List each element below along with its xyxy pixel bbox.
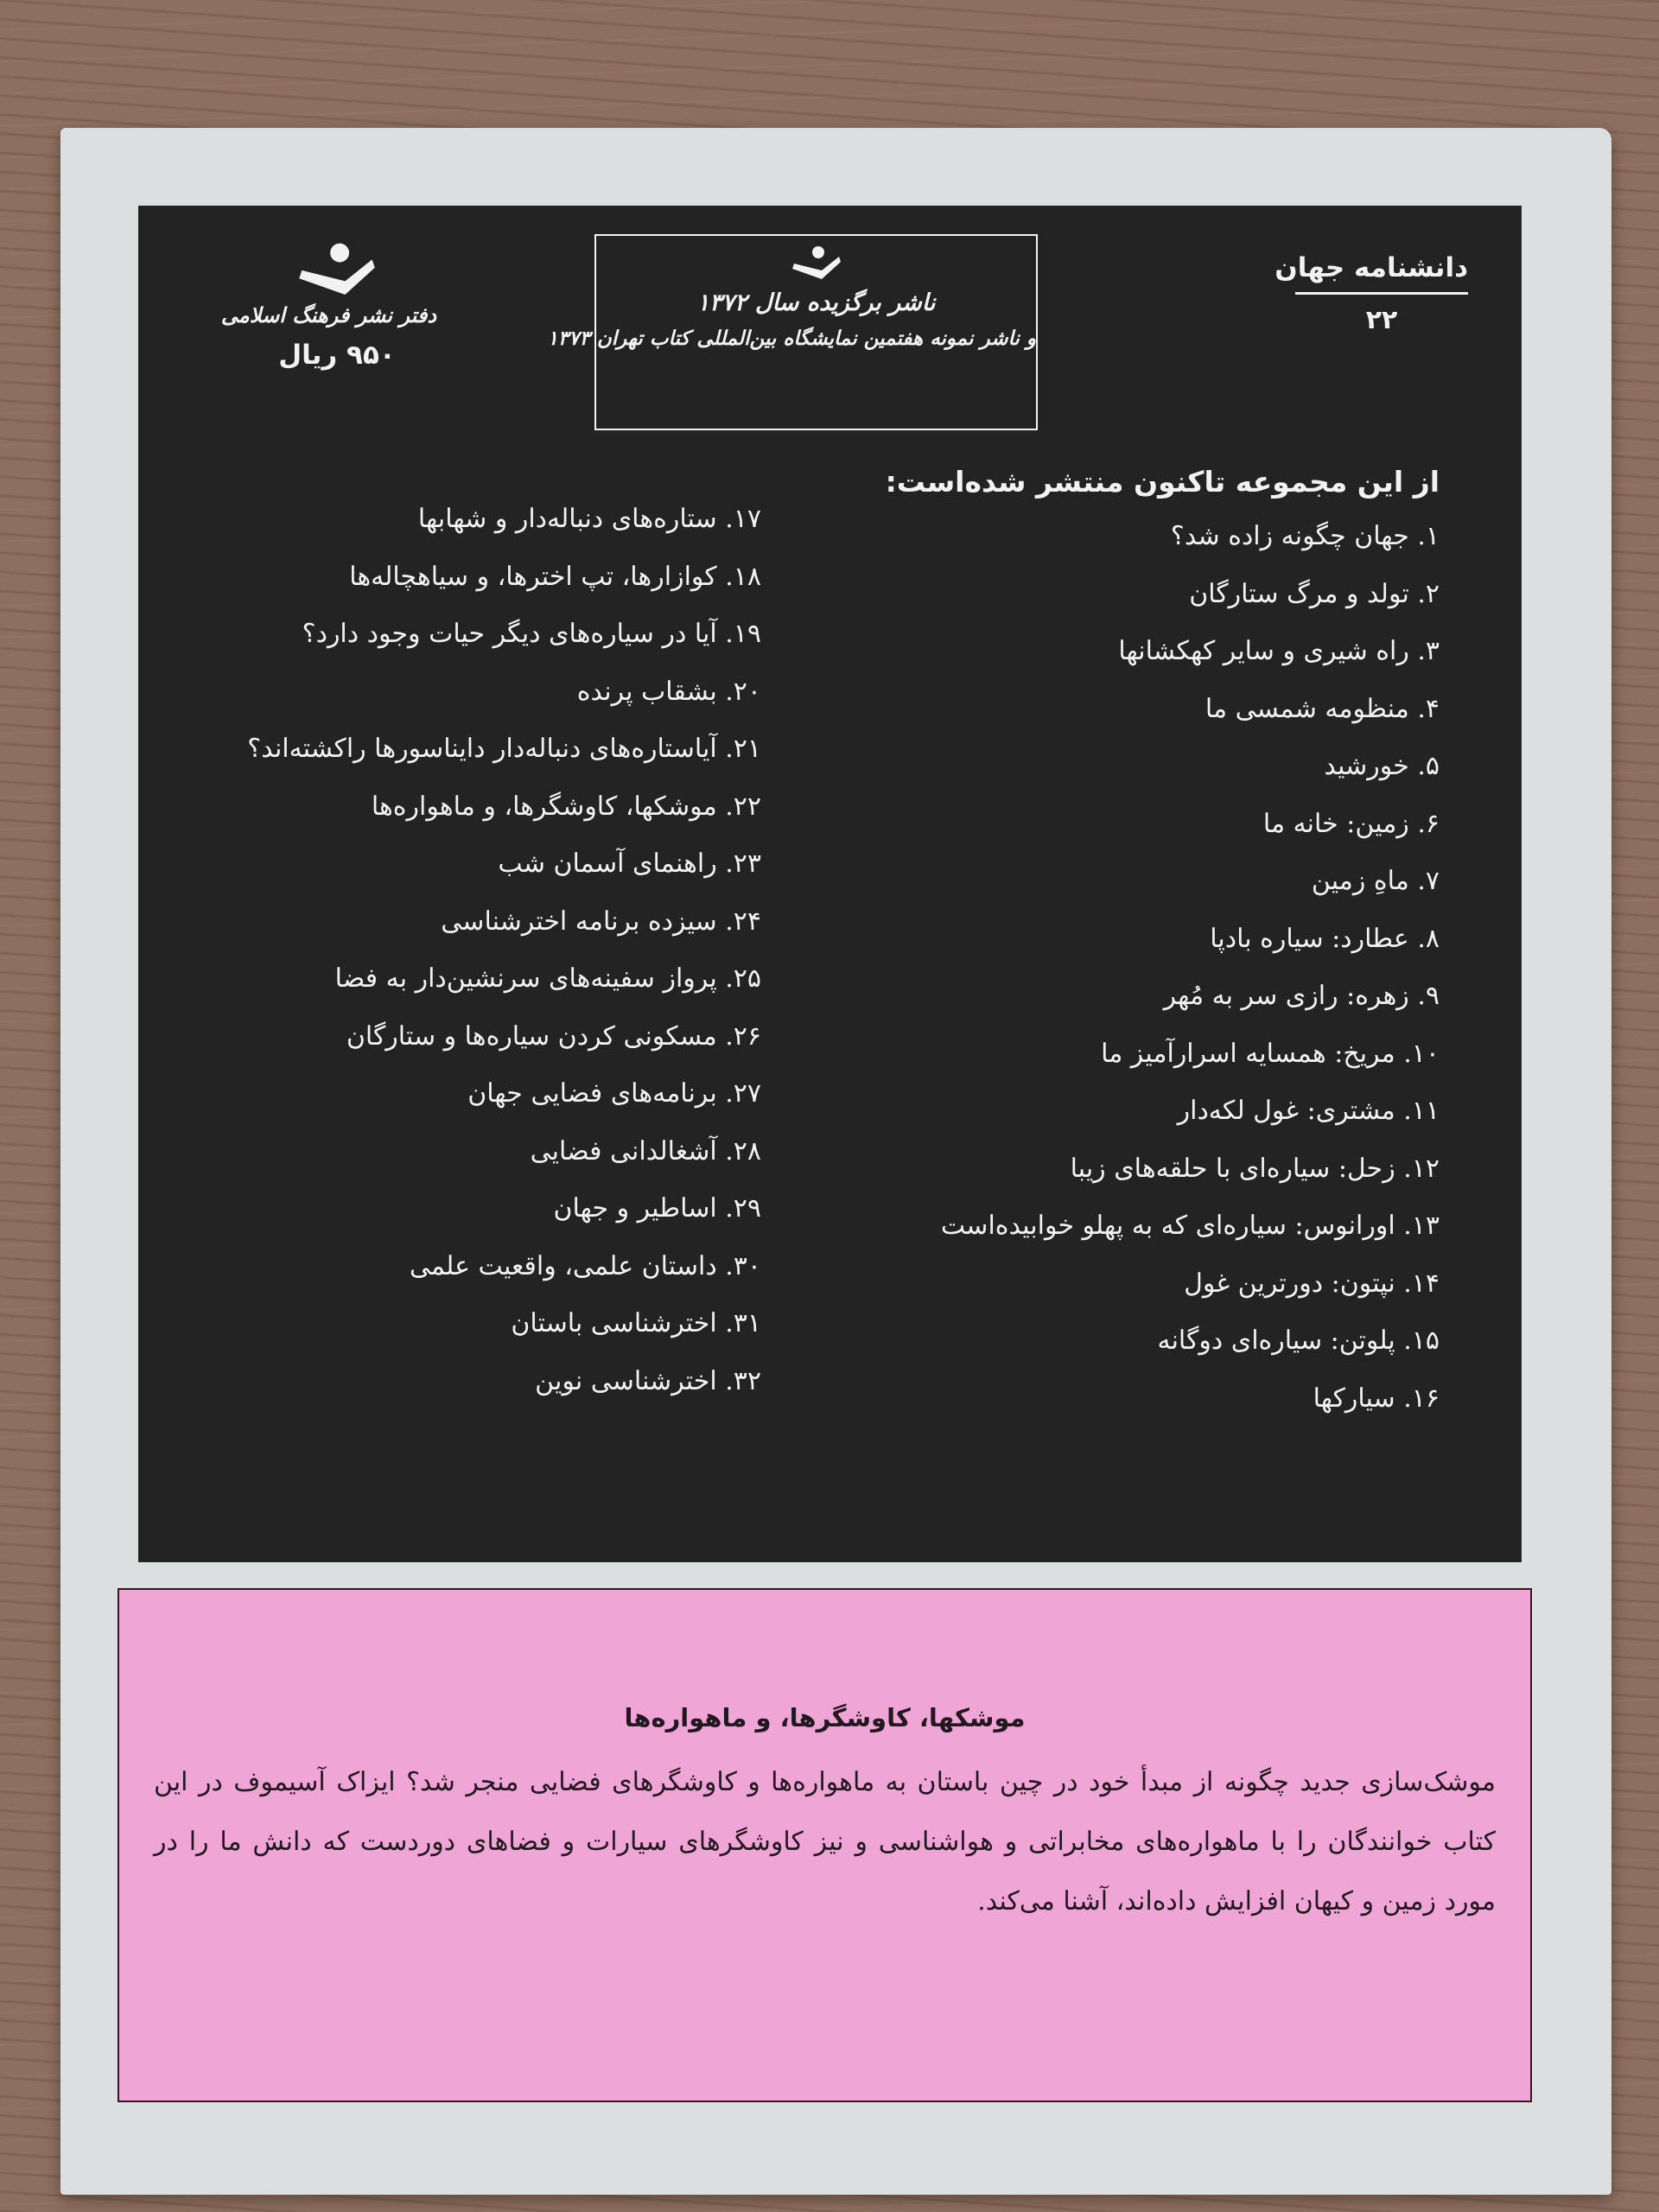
list-item: ۳. راه شیری و سایر کهکشانها (1118, 636, 1440, 666)
blurb-text: موشک‌سازی جدید چگونه از مبدأ خود در چین باستان به ماهواره‌ها و کاوشگرهای فضایی منجر شد؟ ایزاک آسیموف در این کتاب خوانندگان را با ماهواره‌های مخابراتی و هواشناسی و نیز کاوشگرهای سیارات و فضاهای دوردست که دانش ما را در مورد زمین و کیهان افزایش داده‌اند، آشنا می‌کند. (154, 1767, 1496, 1916)
series-name: دانشنامه جهان (1295, 252, 1468, 295)
series-block (1274, 252, 1468, 335)
list-item: ۲۱. آیاستاره‌های دنباله‌دار دایناسورها راکشته‌اند؟ (247, 734, 761, 764)
list-item: ۱۹. آیا در سیاره‌های دیگر حیات وجود دارد؟ (302, 619, 761, 649)
catalog-panel (138, 206, 1522, 1562)
list-item: ۵. خورشید (1324, 751, 1440, 781)
list-item: ۱۲. زحل: سیاره‌ای با حلقه‌های زیبا (1070, 1153, 1440, 1184)
list-item: ۱۶. سیارکها (1313, 1382, 1440, 1414)
list-item: ۹. زهره: رازی سر به مُهر (1163, 981, 1440, 1011)
list-item: ۱۰. مریخ: همسایه اسرارآمیز ما (1101, 1038, 1440, 1069)
publisher-logo-icon (294, 240, 380, 306)
list-item: ۲۶. مسکونی کردن سیاره‌ها و ستارگان (346, 1020, 761, 1052)
list-item: ۱. جهان چگونه زاده شد؟ (1170, 521, 1440, 551)
list-item: ۳۰. داستان علمی، واقعیت علمی (409, 1250, 761, 1281)
award-line-1: ناشر برگزیده سال ۱۳۷۲ (696, 289, 936, 316)
award-line-2: و ناشر نمونه هفتمین نمایشگاه بین‌المللی کتاب تهران ۱۳۷۳ (547, 327, 1036, 350)
list-item: ۱۳. اورانوس: سیاره‌ای که به پهلو خوابیده‌است (940, 1211, 1440, 1241)
blurb-title: موشکها، کاوشگرها، و ماهواره‌ها (624, 1703, 1026, 1732)
list-item: ۲۸. آشغالدانی فضایی (530, 1135, 761, 1166)
award-box (547, 234, 1038, 430)
list-item: ۱۵. پلوتن: سیاره‌ای دوگانه (1157, 1325, 1440, 1356)
list-heading: از این مجموعه تاکنون منتشر شده‌است: (885, 465, 1440, 499)
price: ۹۵۰ ریال (278, 340, 396, 371)
list-item: ۶. زمین: خانه ما (1262, 808, 1440, 839)
title-list-left (173, 491, 761, 1410)
blurb-panel (118, 1588, 1532, 2102)
list-item: ۲۷. برنامه‌های فضایی جهان (467, 1078, 761, 1109)
list-item: ۲۰. بشقاب پرنده (576, 676, 761, 707)
list-item: ۲۹. اساطیر و جهان (553, 1193, 761, 1224)
publisher-name: دفتر نشر فرهنگ اسلامی (220, 302, 436, 327)
list-item: ۱۸. کوازارها، تپ اخترها، و سیاهچاله‌ها (349, 561, 761, 592)
list-item: ۷. ماهِ زمین (1311, 866, 1440, 896)
list-item: ۸. عطارد: سیاره بادپا (1210, 923, 1440, 954)
list-item: ۴. منظومه شمسی ما (1205, 693, 1440, 724)
publisher-logo-icon (789, 245, 844, 286)
list-item: ۲۴. سیزده برنامه اخترشناسی (441, 906, 761, 937)
list-item: ۳۲. اخترشناسی نوین (535, 1365, 761, 1396)
series-number: ۲۲ (1365, 305, 1398, 335)
list-item: ۱۴. نپتون: دورترین غول (1184, 1268, 1440, 1299)
list-item: ۱۷. ستاره‌های دنباله‌دار و شهابها (417, 504, 761, 534)
list-item: ۲۳. راهنمای آسمان شب (498, 849, 761, 879)
list-item: ۲۵. پرواز سفینه‌های سرنشین‌دار به فضا (334, 963, 761, 994)
list-item: ۲. تولد و مرگ ستارگان (1189, 578, 1440, 609)
title-list-right (817, 508, 1440, 1427)
list-item: ۱۱. مشتری: غول لکه‌دار (1177, 1096, 1440, 1126)
publisher-block (220, 240, 436, 371)
back-cover (60, 128, 1611, 2195)
list-item: ۳۱. اخترشناسی باستان (511, 1308, 761, 1338)
list-item: ۲۲. موشکها، کاوشگرها، و ماهواره‌ها (371, 791, 761, 822)
